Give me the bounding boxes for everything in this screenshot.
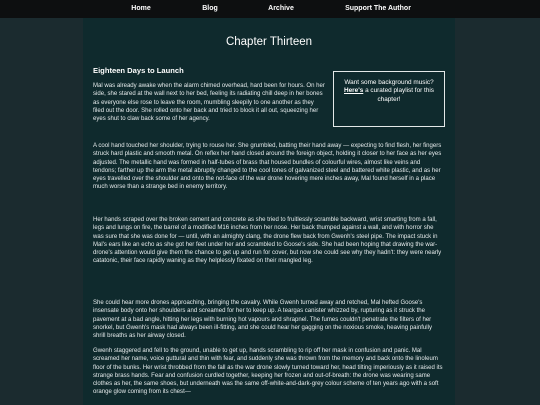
story-paragraph-4: She could hear more drones approaching, bringing the cavalry. While Gwenh turned away and retched, Mal hefted Goose's insensate body onto her shoulders and screamed for her to keep up. A teargas canister whizzed by, rupturing as it struck the pavement at a bad angle, hitting her legs with burning hot vapours and shrapnel. The fumes couldn't penetrate the filters of her snorkel, but Gwenh's mask had always been ill-fitting, and she could hear her gagging on the noxious smoke, heaving painfully shrill breaths as her airway closed. <box>93 300 432 339</box>
story-paragraph-5: Gwenh staggered and fell to the ground, unable to get up, hands scrambling to rip off her mask in confusion and panic. Mal screamed her name, voice guttural and thin with fear, and suddenly she was thrown from the memory and back onto the linoleum floor of the bunks. Her wrist throbbed from the fall as the war drone slowly turned toward her, head tilting imperiously as it raised its strange brass hands. Fear and confusion curdled together, keeping her frozen and out-of-breath: the drone was wearing same clothes as her, the same shoes, but underneath was the same off-white-and-dark-grey colour scheme of ten years ago with a soft orange glow coming from its chest— <box>93 348 443 396</box>
top-navigation <box>0 0 540 18</box>
story-paragraph-3: Her hands scraped over the broken cement and concrete as she tried to fruitlessly scramble backward, wrist smarting from a fall, legs and lungs on fire, the barrel of a modified M16 inches from her nose. Her back thumped against a wall, and with horror she was sure that she was done for — until, with an almighty clang, the drone flew back from Gwenh's steel pipe. The impact stuck in Mal's ears like an echo as she got her feet under her and scrambled to Goose's side. She had been hoping that drawing the war-drone's attention would give them the chance to get up and run for cover, but now she could see why they hadn't: they were nearly catatonic, their face rapidly waning as they helplessly fixated on their mangled leg. <box>93 217 442 265</box>
playlist-callout <box>333 71 445 127</box>
nav-blog-link[interactable]: Blog <box>202 5 218 12</box>
story-paragraph-1: Mal was already awake when the alarm chimed overhead, hard been for hours. On her side, she stared at the wall next to her bed, feeling its radiating chill deep in her bones as everyone else rose to leave the room, mumbling sleepily to one another as they filed out the door. She rolled onto her back and tried to block it all out, squeezing her eyes shut to claw back some of her agency. <box>93 83 325 122</box>
playlist-callout-line1: Want some background music? <box>344 79 434 86</box>
playlist-link[interactable]: Here's <box>344 87 364 95</box>
playlist-callout-text <box>338 79 440 104</box>
section-heading: Eighteen Days to Launch <box>93 66 184 75</box>
nav-support-link[interactable]: Support The Author <box>345 5 411 12</box>
chapter-title: Chapter Thirteen <box>225 36 313 48</box>
content-panel <box>83 18 455 405</box>
nav-archive-link[interactable]: Archive <box>268 5 294 12</box>
nav-home-link[interactable]: Home <box>131 5 151 12</box>
story-paragraph-2: A cool hand touched her shoulder, trying to rouse her. She grumbled, batting their hand away — expecting to find flesh, her fingers struck hard plastic and smooth metal. On reflex her hand closed around the foreign object, holding it closer to her face as her eyes adjusted. The metallic hand was formed in half-tubes of brass that housed bundles of colourful wires, almost like veins and tendons; farther up the arm the metal abruptly changed to the cool tones of galvanized steel and battered white plastic, and as her eyes travelled over the shoulder and onto the not-face of the war drone hovering mere inches away, Mal found herself in a place much worse than a strange bed in enemy territory. <box>93 143 442 191</box>
playlist-callout-line2: a curated playlist for this chapter! <box>365 87 434 103</box>
